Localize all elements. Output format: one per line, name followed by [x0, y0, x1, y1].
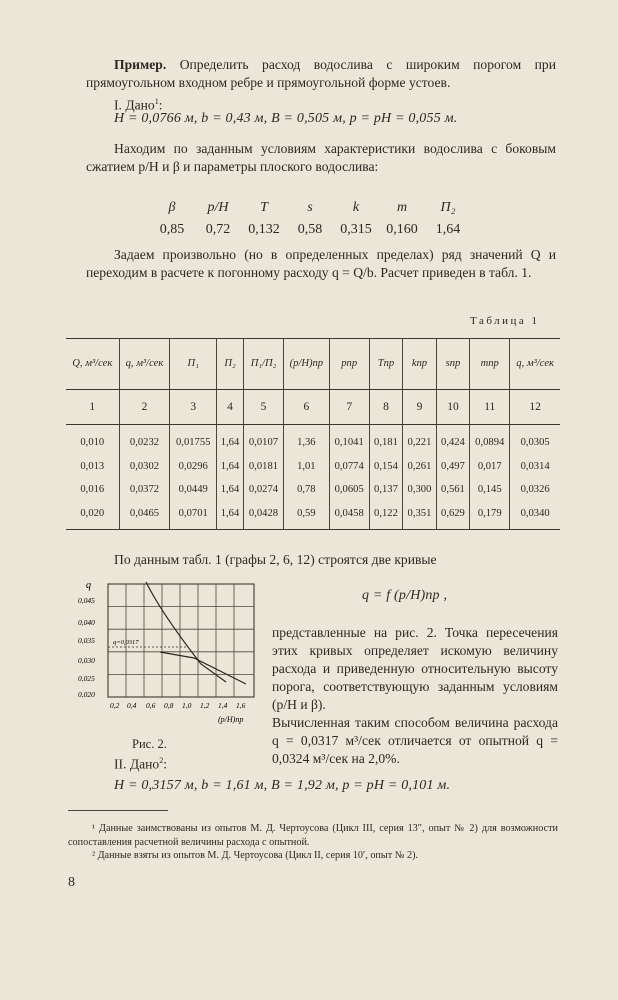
y-tick-label: 0,030 [78, 656, 95, 665]
table-header: Q, м³/сек [66, 339, 119, 390]
figure-caption: Рис. 2. [132, 737, 167, 751]
table-cell: 0,221 [403, 425, 436, 455]
table-cell: 0,0372 [119, 478, 170, 502]
table-cell: 0,629 [436, 502, 469, 530]
table-cell: 0,154 [369, 455, 402, 479]
x-tick-label: 1,4 [218, 701, 228, 710]
table-header: kпр [403, 339, 436, 390]
param-symbol: П₂ [440, 200, 456, 215]
example-text: Определить расход водослива с широким порогом при прямоугольном входном ребре и прямоугольной форме устоев. [86, 57, 556, 90]
table-cell: 0,179 [470, 502, 510, 530]
table-cell: 0,1041 [329, 425, 369, 455]
curve-q-line [160, 652, 246, 684]
table-cell: 0,0181 [243, 455, 283, 479]
param-symbol: s [307, 200, 313, 215]
table-cell: 0,0232 [119, 425, 170, 455]
table-cell: 0,010 [80, 437, 105, 449]
footnote: ¹ Данные заимствованы из опытов М. Д. Чертоусова (Цикл III, серия 13″, опыт № 2) для возможности сопоставления расчетной величины расхода с опытной. [68, 823, 558, 848]
curve-formula: q = f (p/H)пр , [362, 588, 448, 603]
table-cell: 0,137 [369, 478, 402, 502]
param-value: 0,132 [248, 222, 280, 237]
table-header: sпр [436, 339, 469, 390]
table-cell: 1,64 [217, 425, 244, 455]
column-number: 3 [170, 390, 217, 425]
table-cell: 0,497 [436, 455, 469, 479]
y-tick-label: 0,040 [78, 618, 95, 627]
table-header: mпр [470, 339, 510, 390]
param-symbol: m [396, 200, 408, 215]
table-cell: 0,0774 [329, 455, 369, 479]
table-cell: 0,0449 [170, 478, 217, 502]
table-cell: 0,145 [470, 478, 510, 502]
table-cell: 0,0296 [170, 455, 217, 479]
table-cell: 1,36 [284, 425, 330, 455]
y-tick-label: 0,025 [78, 674, 95, 683]
intro-paragraph: Находим по заданным условиям характеристики водослива с боковым сжатием p/H и β и параметры плоского водослива: [86, 141, 556, 174]
table-cell: 0,017 [470, 455, 510, 479]
marker-label: q=0,0317 [113, 639, 139, 646]
table-header: П₂ [217, 339, 244, 390]
param-value: 0,58 [297, 222, 323, 237]
y-tick-label: 0,020 [78, 690, 95, 699]
table-cell: 0,0458 [329, 502, 369, 530]
params-symbols [150, 200, 470, 216]
x-tick-label: 1,2 [200, 701, 210, 710]
table-cell: 0,0340 [510, 502, 560, 530]
table-cell: 1,64 [217, 455, 244, 479]
table-header: q, м³/сек [119, 339, 170, 390]
table-cell: 0,0428 [243, 502, 283, 530]
y-tick-label: 0,035 [78, 636, 95, 645]
table-cell: 1,64 [217, 478, 244, 502]
param-value: 0,72 [205, 222, 231, 237]
given1-formula: H = 0,0766 м, b = 0,43 м, B = 0,505 м, p = pН = 0,055 м. [114, 111, 458, 126]
param-value: 0,315 [340, 222, 372, 237]
table-row [66, 425, 560, 455]
table-number-row [66, 390, 560, 425]
y-tick-label: 0,045 [78, 596, 95, 605]
param-symbol: p/H [207, 200, 229, 215]
table-cell: 0,0701 [170, 502, 217, 530]
table-row [66, 455, 560, 479]
figure-2-graph [76, 572, 262, 726]
table-row [66, 478, 560, 502]
table-header: (p/H)пр [284, 339, 330, 390]
table-cell: 0,561 [436, 478, 469, 502]
table-header: П₁/П₂ [243, 339, 283, 390]
column-number: 4 [217, 390, 244, 425]
x-tick-label: 0,6 [146, 701, 156, 710]
para4: представленные на рис. 2. Точка пересечения этих кривых определяет искомую величину расхода и приведенную относительную высоту порога, соответствующую заданным условиям (p/H и β). [272, 625, 558, 712]
table-cell: 0,78 [284, 478, 330, 502]
page-number: 8 [68, 875, 75, 890]
param-value: 0,85 [159, 222, 185, 237]
table-header: q, м³/сек [510, 339, 560, 390]
param-symbol: β [168, 200, 176, 215]
table-cell: 0,013 [80, 460, 105, 472]
column-number: 9 [403, 390, 436, 425]
column-number: 1 [66, 390, 119, 425]
example-lead: Пример. [114, 57, 167, 72]
table-cell: 0,016 [80, 484, 105, 496]
param-value: 0,160 [386, 222, 418, 237]
param-symbol: T [260, 200, 268, 215]
table-cell: 0,0326 [510, 478, 560, 502]
para5: Вычисленная таким способом величина расхода q = 0,0317 м³/сек отличается от опытной q = 0,0324 м³/сек на 2,0%. [272, 715, 558, 766]
column-number: 12 [510, 390, 560, 425]
table-cell: 0,0465 [119, 502, 170, 530]
param-value: 1,64 [435, 222, 461, 237]
column-number: 8 [369, 390, 402, 425]
x-axis-label: (p/H)пр [218, 715, 244, 724]
table-header-row [66, 339, 560, 390]
table-header: Tпр [369, 339, 402, 390]
table-cell: 0,0107 [243, 425, 283, 455]
para2: Задаем произвольно (но в определенных пределах) ряд значений Q и переходим в расчете к погонному расходу q = Q/b. Расчет приведен в табл. 1. [86, 247, 556, 280]
table-cell: 0,0314 [510, 455, 560, 479]
table-cell: 0,424 [436, 425, 469, 455]
table-cell: 0,300 [403, 478, 436, 502]
y-axis-label: q [86, 580, 91, 591]
table-caption: Таблица 1 [470, 315, 540, 327]
table-cell: 0,01755 [170, 425, 217, 455]
x-tick-label: 0,2 [110, 701, 120, 710]
x-tick-label: 1,0 [182, 701, 192, 710]
table-cell: 0,351 [403, 502, 436, 530]
given2-label: II. Дано$^2$: [114, 756, 168, 772]
table-cell: 0,0605 [329, 478, 369, 502]
x-tick-label: 1,6 [236, 701, 246, 710]
table-cell: 0,020 [66, 502, 119, 530]
x-tick-label: 0,8 [164, 701, 174, 710]
table-cell: 0,122 [369, 502, 402, 530]
curve-q-line [146, 582, 226, 682]
table-cell: 0,261 [403, 455, 436, 479]
table-cell: 0,181 [369, 425, 402, 455]
footnote-divider [68, 810, 168, 811]
param-symbol: k [352, 200, 360, 215]
example-paragraph [86, 56, 556, 92]
column-number: 10 [436, 390, 469, 425]
table-header: pпр [329, 339, 369, 390]
given1-label: I. Дано$^1$: [114, 97, 163, 113]
table-header: П₁ [170, 339, 217, 390]
given2-formula: H = 0,3157 м, b = 1,61 м, B = 1,92 м, p = pН = 0,101 м. [114, 778, 451, 793]
table-cell: 0,59 [284, 502, 330, 530]
table-cell: 0,0305 [510, 425, 560, 455]
table-1 [66, 338, 560, 530]
column-number: 11 [470, 390, 510, 425]
table-cell: 0,0274 [243, 478, 283, 502]
x-tick-label: 0,4 [127, 701, 137, 710]
table-row [66, 502, 560, 530]
para3: По данным табл. 1 (графы 2, 6, 12) строятся две кривые [114, 552, 437, 567]
table-cell: 0,0302 [119, 455, 170, 479]
table-cell: 0,0894 [470, 425, 510, 455]
params-values [150, 222, 470, 238]
column-number: 7 [329, 390, 369, 425]
column-number: 2 [119, 390, 170, 425]
table-cell: 1,01 [284, 455, 330, 479]
column-number: 5 [243, 390, 283, 425]
table-cell: 1,64 [217, 502, 244, 530]
footnote: ² Данные взяты из опытов М. Д. Чертоусова (Цикл II, серия 10′, опыт № 2). [92, 850, 419, 861]
column-number: 6 [284, 390, 330, 425]
